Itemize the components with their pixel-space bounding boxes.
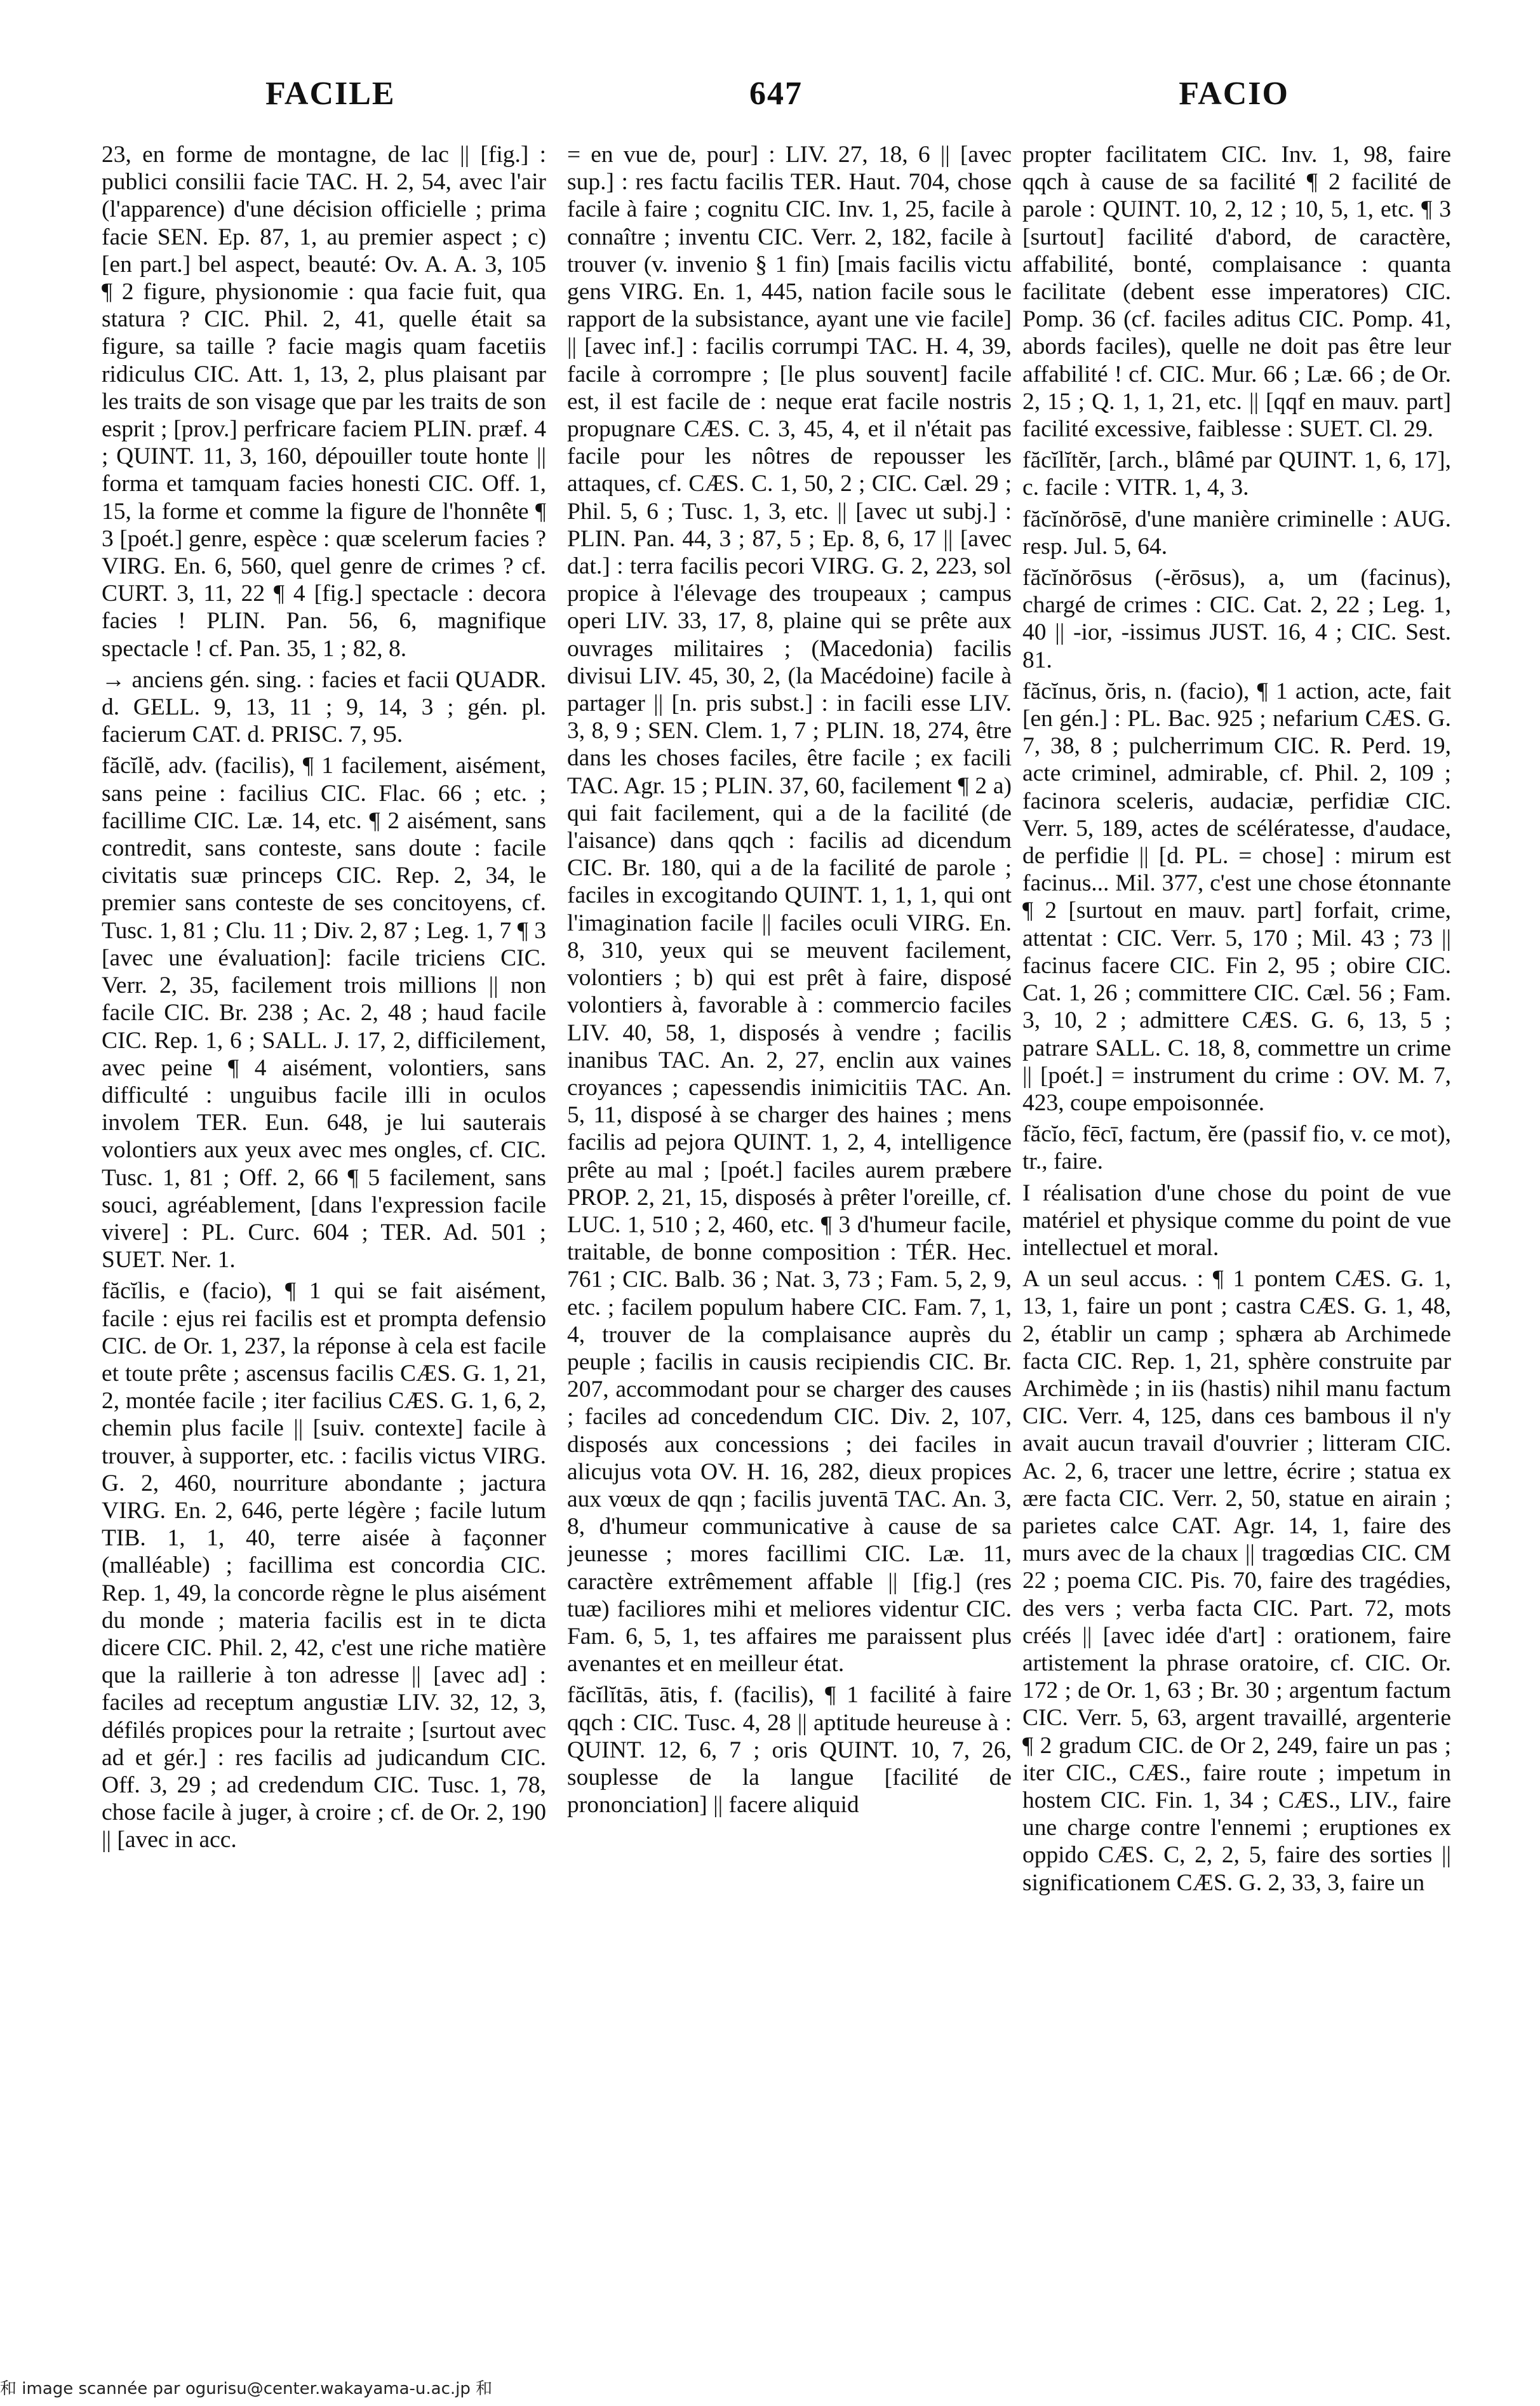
entry-paragraph: făcĭnŏrōsē, d'une manière criminelle : AUG. resp. Jul. 5, 64. <box>1022 506 1451 560</box>
entry-paragraph: = en vue de, pour] : LIV. 27, 18, 6 || [avec sup.] : res factu facilis TER. Haut. 704, chose facile à faire ; cognitu CIC. Inv. 1, 25, facile à connaître ; inventu CIC. Verr. 2, 182, facile à trouver (v. invenio § 1 fin) [mais facilis victu gens VIRG. En. 1, 445, nation facile sous le rapport de la subsistance, ayant une vie facile] || [avec inf.] : facilis corrumpi TAC. H. 4, 39, facile à corrompre ; [le plus souvent] facile est, il est facile de : neque erat facile nostris propugnare CÆS. C. 3, 45, 4, et il n'était pas facile pour les nôtres de repousser les attaques, cf. CÆS. C. 1, 50, 2 ; CIC. Cæl. 29 ; Phil. 5, 6 ; Tusc. 1, 3, etc. || [avec ut subj.] : PLIN. Pan. 44, 3 ; 87, 5 ; Ep. 8, 6, 17 || [avec dat.] : terra facilis pecori VIRG. G. 2, 223, sol propice à l'élevage des troupeaux ; campus operi LIV. 33, 17, 8, plaine qui se prête aux ouvrages militaires ; (Macedonia) facilis divisui LIV. 45, 30, 2, (la Macédoine) facile à partager || [n. pris subst.] : in facili esse LIV. 3, 8, 9 ; SEN. Clem. 1, 7 ; PLIN. 18, 274, être dans les choses faciles, être facile ; ex facili TAC. Agr. 15 ; PLIN. 37, 60, facilement ¶ 2 a) qui fait facilement, qui a de la facilité (de l'aisance) dans qqch : facilis ad dicendum CIC. Br. 180, qui a de la facilité de parole ; faciles in excogitando QUINT. 1, 1, 1, qui ont l'imagination facile || faciles oculi VIRG. En. 8, 310, yeux qui se meuvent facilement, volontiers ; b) qui est prêt à faire, disposé volontiers à, favorable à : commercio faciles LIV. 40, 58, 1, disposés à vendre ; facilis inanibus TAC. An. 2, 27, enclin aux vaines croyances ; capessendis inimicitiis TAC. An. 5, 11, disposé à se charger des haines ; mens facilis ad pejora QUINT. 1, 2, 4, intelligence prête au mal ; [poét.] faciles aurem præbere PROP. 2, 21, 15, disposés à prêter l'oreille, cf. LUC. 1, 510 ; 2, 460, etc. ¶ 3 d'humeur facile, traitable, de bonne composition : TÉR. Hec. 761 ; CIC. Balb. 36 ; Nat. 3, 73 ; Fam. 5, 2, 9, etc. ; facilem populum habere CIC. Fam. 7, 1, 4, trouver de la complaisance auprès du peuple ; facilis in causis recipiendis CIC. Br. 207, accommodant pour se charger des causes ; faciles ad concedendum CIC. Div. 2, 107, disposés aux concessions ; dei faciles in alicujus vota OV. H. 16, 282, dieux propices aux vœux de qqn ; facilis juventā TAC. An. 3, 8, d'humeur communicative à cause de sa jeunesse ; mores facillimi CIC. Læ. 11, caractère extrêmement affable || [fig.] (res tuæ) faciliores mihi et meliores videntur CIC. Fam. 6, 5, 1, tes affaires me paraissent plus avenantes et en meilleur état. <box>567 142 1012 1677</box>
entry-paragraph: propter facilitatem CIC. Inv. 1, 98, faire qqch à cause de sa facilité ¶ 2 facilité de parole : QUINT. 10, 2, 12 ; 10, 5, 1, etc. ¶ 3 [surtout] facilité d'abord, de caractère, affabilité, bonté, complaisance : quanta facilitate (debent esse imperatores) CIC. Pomp. 36 (cf. faciles aditus CIC. Pomp. 41, abords faciles), quelle ne doit pas être leur affabilité ! cf. CIC. Mur. 66 ; Læ. 66 ; de Or. 2, 15 ; Q. 1, 1, 21, etc. || [qqf en mauv. part] facilité excessive, faiblesse : SUET. Cl. 29. <box>1022 142 1451 443</box>
column-right <box>1022 141 1451 2326</box>
column-left <box>102 141 546 2326</box>
entry-paragraph: făcĭlĭtās, ātis, f. (facilis), ¶ 1 facilité à faire qqch : CIC. Tusc. 4, 28 || aptitude heureuse à : QUINT. 12, 6, 7 ; oris QUINT. 10, 7, 26, souplesse de la langue [facilité de prononciation] || facere aliquid <box>567 1682 1012 1818</box>
entry-paragraph: făcĭlĭtĕr, [arch., blâmé par QUINT. 1, 6, 17], c. facile : VITR. 1, 4, 3. <box>1022 447 1451 501</box>
column-middle <box>567 141 1012 2326</box>
running-head-right: FACIO <box>1179 76 1289 112</box>
running-head-left: FACILE <box>265 76 396 112</box>
page-number: 647 <box>749 76 803 112</box>
entry-paragraph: făcĭlis, e (facio), ¶ 1 qui se fait aisément, facile : ejus rei facilis est et prompta defensio CIC. de Or. 1, 237, la réponse à cela est facile et toute prête ; ascensus facilis CÆS. G. 1, 21, 2, montée facile ; iter facilius CÆS. G. 1, 6, 2, chemin plus facile || [suiv. contexte] facile à trouver, à supporter, etc. : facilis victus VIRG. G. 2, 460, nourriture abondante ; jactura VIRG. En. 2, 646, perte légère ; facile lutum TIB. 1, 1, 40, terre aisée à façonner (malléable) ; facillima est concordia CIC. Rep. 1, 49, la concorde règne le plus aisément du monde ; materia facilis est in te dicta dicere CIC. Phil. 2, 42, c'est une riche matière que la raillerie à ton adresse || [avec ad] : faciles ad receptum angustiæ LIV. 32, 12, 3, défilés propices pour la retraite ; [surtout avec ad et gér.] : res facilis ad judicandum CIC. Off. 3, 29 ; ad credendum CIC. Tusc. 1, 78, chose facile à juger, à croire ; cf. de Or. 2, 190 || [avec in acc. <box>102 1278 546 1853</box>
entry-paragraph: I réalisation d'une chose du point de vue matériel et physique comme du point de vue intellectuel et moral. <box>1022 1179 1451 1261</box>
entry-paragraph: A un seul accus. : ¶ 1 pontem CÆS. G. 1, 13, 1, faire un pont ; castra CÆS. G. 1, 48, 2, établir un camp ; sphæra ab Archimede facta CIC. Rep. 1, 21, sphère construite par Archimède ; in iis (hastis) nihil manu factum CIC. Verr. 4, 125, dans ces bambous il n'y avait aucun travail d'ouvrier ; litteram CIC. Ac. 2, 6, tracer une lettre, écrire ; statua ex ære facta CIC. Verr. 2, 50, statue en airain ; parietes calce CAT. Agr. 14, 1, faire des murs avec de la chaux || tragœdias CIC. CM 22 ; poema CIC. Pis. 70, faire des tragédies, des vers ; verba facta CIC. Part. 72, mots créés || [avec idée d'art] : orationem, faire artistement la phrase oratoire, cf. CIC. Or. 172 ; de Or. 1, 63 ; Br. 30 ; argentum factum CIC. Verr. 5, 63, argent travaillé, argenterie ¶ 2 gradum CIC. de Or 2, 249, faire un pas ; iter CIC., CÆS., faire route ; impetum in hostem CIC. Fin. 1, 34 ; CÆS., LIV., faire une charge contre l'ennemi ; eruptiones ex oppido CÆS. C, 2, 2, 5, faire des sorties || significationem CÆS. G. 2, 33, 3, faire un <box>1022 1266 1451 1896</box>
entry-paragraph: 23, en forme de montagne, de lac || [fig.] : publici consilii facie TAC. H. 2, 54, avec l'air (l'apparence) d'une décision officielle ; prima facie SEN. Ep. 87, 1, au premier aspect ; c) [en part.] bel aspect, beauté: Ov. A. A. 3, 105 ¶ 2 figure, physionomie : qua facie fuit, qua statura ? CIC. Phil. 2, 41, quelle était sa figure, sa taille ? facie magis quam facetiis ridiculus CIC. Att. 1, 13, 2, plus plaisant par les traits de son visage que par les traits de son esprit ; [prov.] perfricare faciem PLIN. præf. 4 ; QUINT. 11, 3, 160, dépouiller toute honte || forma et tamquam facies honesti CIC. Off. 1, 15, la forme et comme la figure de l'honnête ¶ 3 [poét.] genre, espèce : quæ scelerum facies ? VIRG. En. 6, 560, quel genre de crimes ? cf. CURT. 3, 11, 22 ¶ 4 [fig.] spectacle : decora facies ! PLIN. Pan. 56, 6, magnifique spectacle ! cf. Pan. 35, 1 ; 82, 8. <box>102 142 546 662</box>
entry-paragraph: → anciens gén. sing. : facies et facii QUADR. d. GELL. 9, 13, 11 ; 9, 14, 3 ; gén. pl. facierum CAT. d. PRISC. 7, 95. <box>102 666 546 748</box>
scan-credit: 和 image scannée par ogurisu@center.wakayama-u.ac.jp 和 <box>0 2379 493 2398</box>
entry-paragraph: făcĭnŏrōsus (-ĕrōsus), a, um (facinus), chargé de crimes : CIC. Cat. 2, 22 ; Leg. 1, 40 || -ior, -issimus JUST. 16, 4 ; CIC. Sest. 81. <box>1022 565 1451 673</box>
entry-paragraph: făcĭnus, ŏris, n. (facio), ¶ 1 action, acte, fait [en gén.] : PL. Bac. 925 ; nefarium CÆS. G. 7, 38, 8 ; pulcherrimum CIC. R. Perd. 19, acte criminel, admirable, cf. Phil. 2, 109 ; facinora sceleris, audaciæ, perfidiæ CIC. Verr. 5, 189, actes de scélératesse, d'audace, de perfidie || [d. PL. = chose] : mirum est facinus... Mil. 377, c'est une chose étonnante ¶ 2 [surtout en mauv. part] forfait, crime, attentat : CIC. Verr. 5, 170 ; Mil. 43 ; 73 || facinus facere CIC. Fin 2, 95 ; obire CIC. Cat. 1, 26 ; committere CIC. Cæl. 56 ; Fam. 3, 10, 2 ; admittere CÆS. G. 6, 13, 5 ; patrare SALL. C. 18, 8, commettre un crime || [poét.] = instrument du crime : OV. M. 7, 423, coupe empoisonnée. <box>1022 678 1451 1116</box>
entry-paragraph: făcĭlĕ, adv. (facilis), ¶ 1 facilement, aisément, sans peine : facilius CIC. Flac. 66 ; etc. ; facillime CIC. Læ. 14, etc. ¶ 2 aisément, sans contredit, sans conteste, sans doute : facile civitatis suæ princeps CIC. Rep. 2, 34, le premier sans conteste de ses concitoyens, cf. Tusc. 1, 81 ; Clu. 11 ; Div. 2, 87 ; Leg. 1, 7 ¶ 3 [avec une évaluation]: facile triciens CIC. Verr. 2, 35, facilement trois millions || non facile CIC. Br. 238 ; Ac. 2, 48 ; haud facile CIC. Rep. 1, 6 ; SALL. J. 17, 2, difficilement, avec peine ¶ 4 aisément, volontiers, sans difficulté : unguibus facile illi in oculos involem TER. Eun. 648, je lui sauterais volontiers aux yeux avec mes ongles, cf. CIC. Tusc. 1, 81 ; Off. 2, 66 ¶ 5 facilement, sans souci, agréablement, [dans l'expression facile vivere] : PL. Curc. 604 ; TER. Ad. 501 ; SUET. Ner. 1. <box>102 753 546 1274</box>
entry-paragraph: făcĭo, fēcī, factum, ĕre (passif fio, v. ce mot), tr., faire. <box>1022 1121 1451 1175</box>
